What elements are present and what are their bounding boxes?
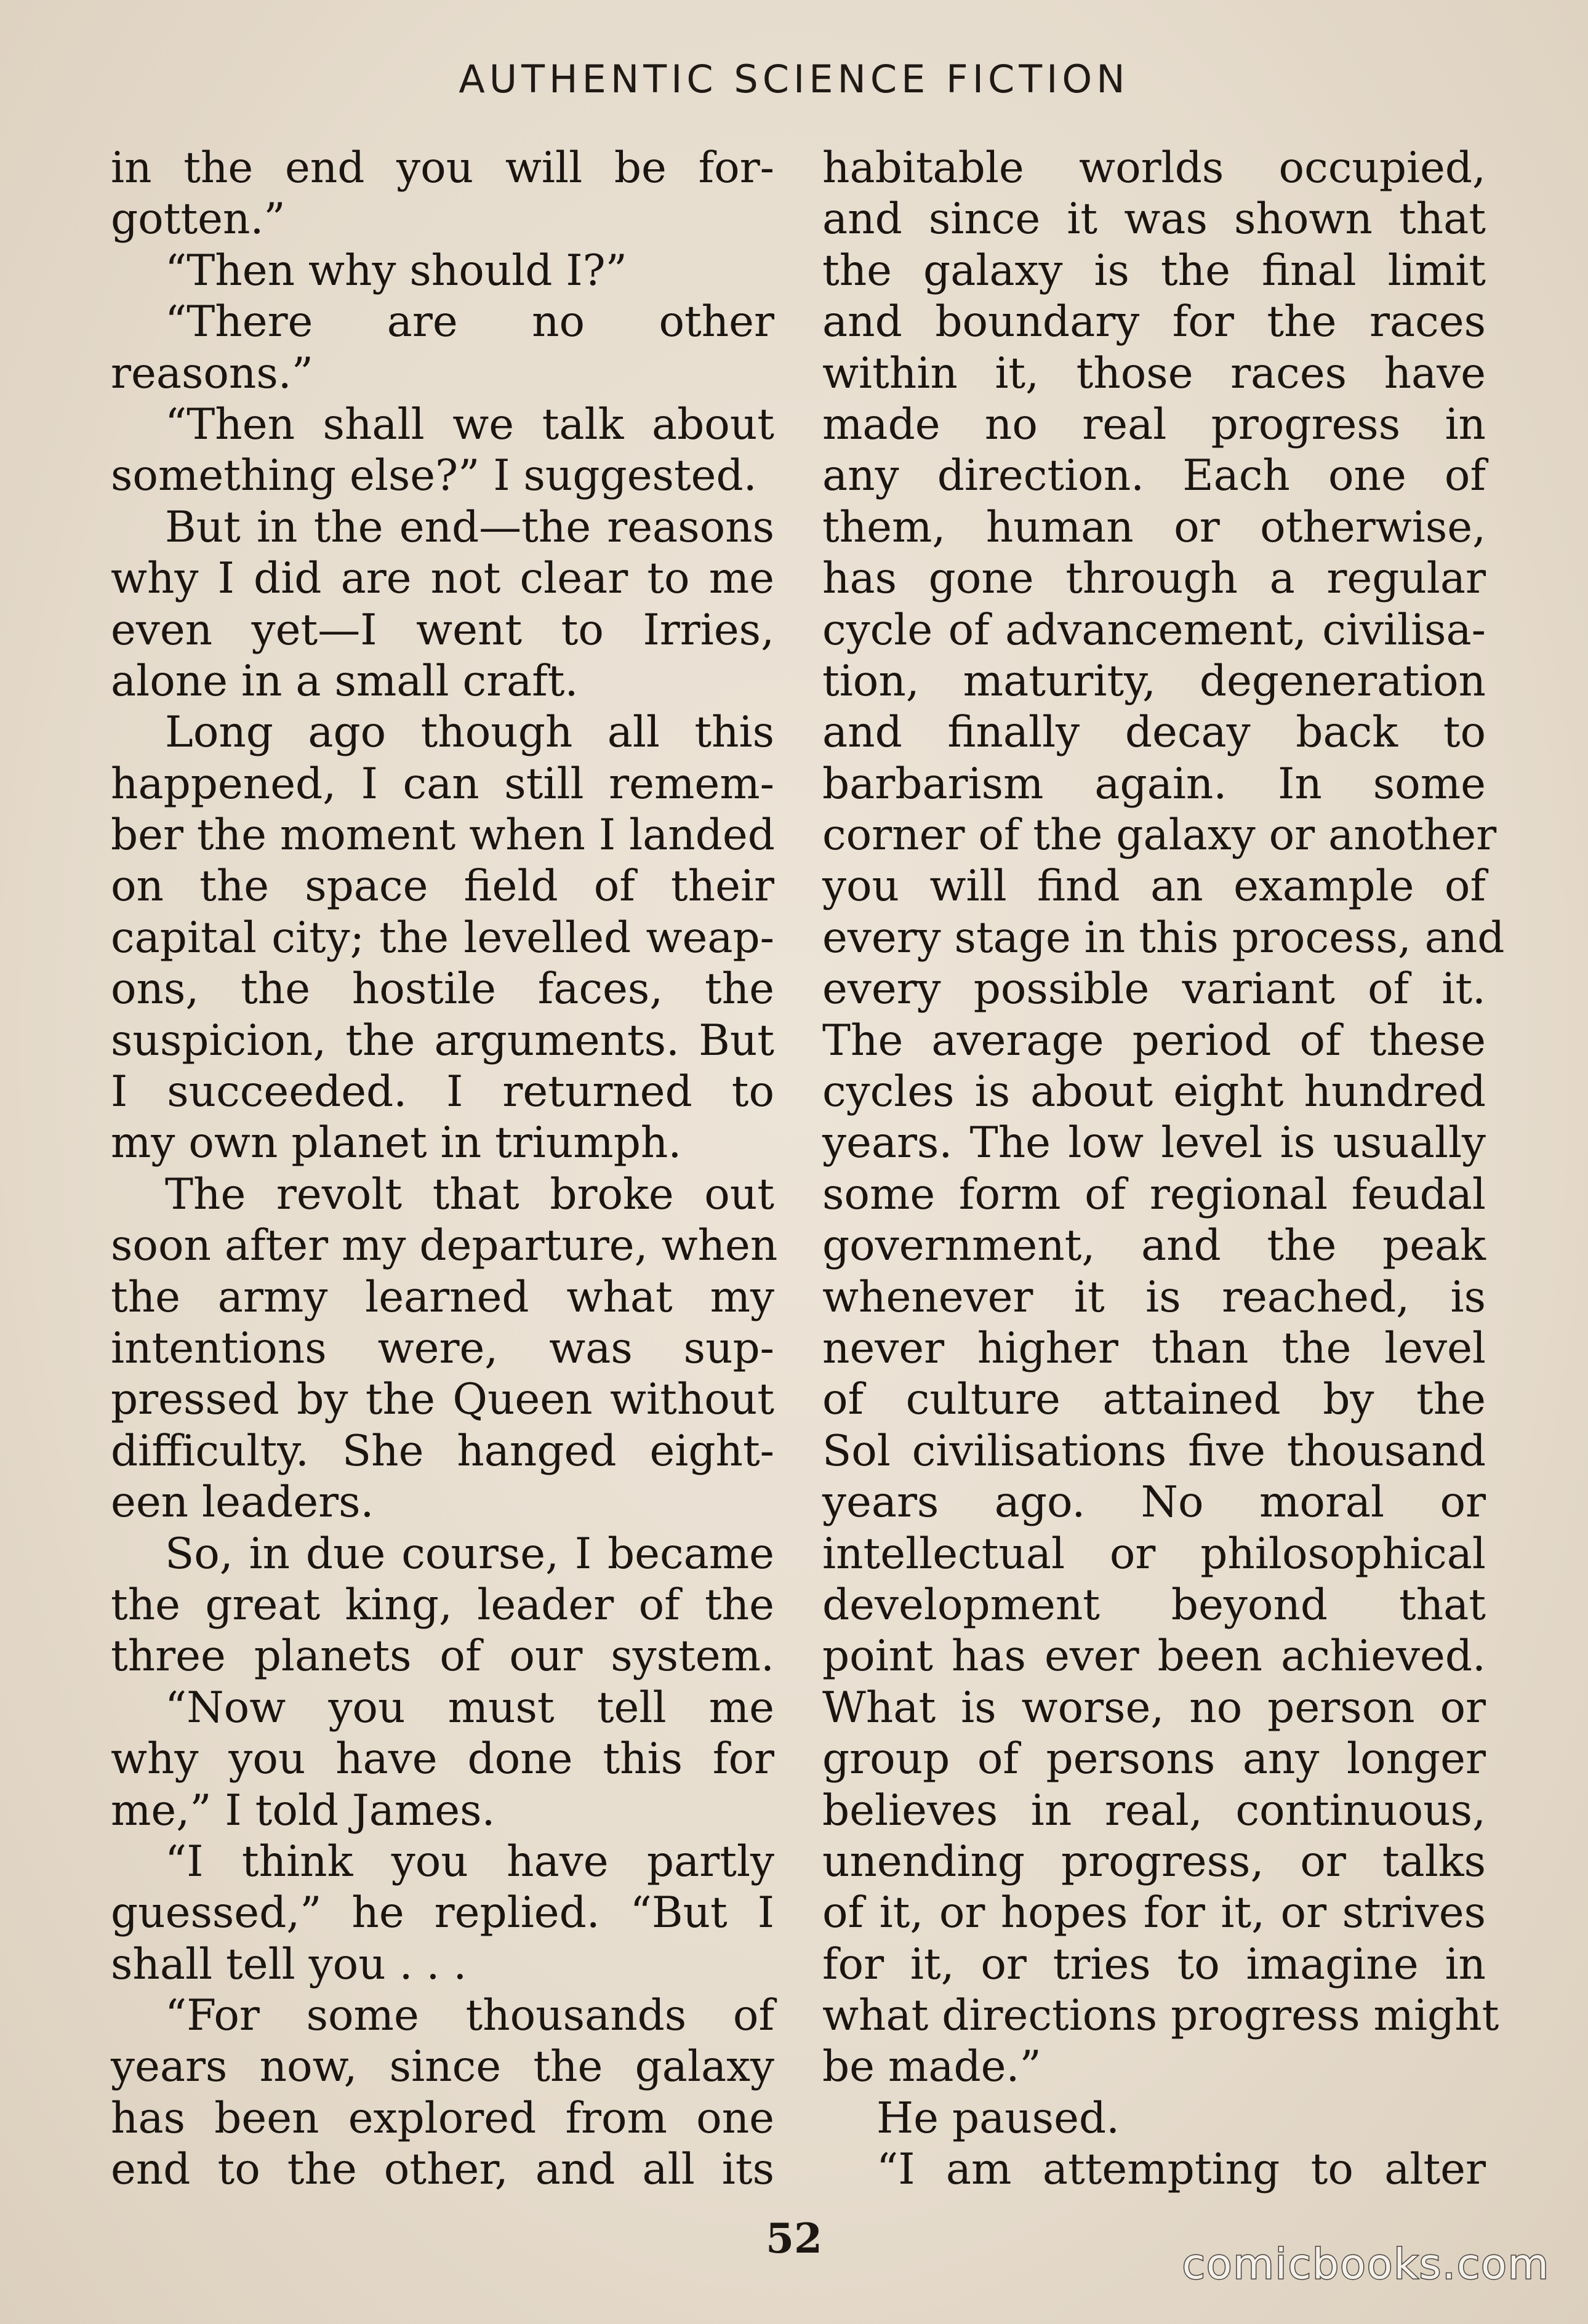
- text-line: in the end you will be for-: [111, 143, 774, 193]
- text-line: corner of the galaxy or another: [822, 811, 1497, 860]
- text-line: on the space field of their: [111, 862, 774, 912]
- text-line: But in the end—the reasons: [165, 502, 774, 552]
- text-line: Long ago though all this: [165, 708, 774, 758]
- text-line: of it, or hopes for it, or strives: [822, 1888, 1486, 1938]
- text-line: een leaders.: [111, 1478, 374, 1528]
- text-line: tion, maturity, degeneration: [822, 656, 1486, 706]
- text-line: point has ever been achieved.: [822, 1632, 1486, 1681]
- text-line: development beyond that: [822, 1580, 1486, 1630]
- text-line: you will find an example of: [822, 862, 1486, 912]
- text-line: three planets of our system.: [111, 1632, 774, 1681]
- text-line: me,” I told James.: [111, 1785, 495, 1835]
- text-line: unending progress, or talks: [822, 1837, 1486, 1886]
- text-line: made no real progress in: [822, 399, 1486, 449]
- text-line: “Then shall we talk about: [165, 399, 774, 449]
- text-line: “For some thousands of: [165, 1991, 774, 2041]
- text-line: soon after my departure, when: [111, 1221, 778, 1271]
- text-line: cycles is about eight hundred: [822, 1067, 1486, 1117]
- text-line: The average period of these: [822, 1016, 1486, 1065]
- text-line: the great king, leader of the: [111, 1580, 774, 1630]
- text-line: I succeeded. I returned to: [111, 1067, 774, 1117]
- watermark: comicbooks.com: [1182, 2240, 1550, 2289]
- text-line: believes in real, continuous,: [822, 1785, 1486, 1835]
- page-number: 52: [766, 2214, 822, 2262]
- text-line: every stage in this process, and: [822, 913, 1505, 963]
- text-line: even yet—I went to Irries,: [111, 605, 774, 655]
- text-line: “I am attempting to alter: [876, 2145, 1486, 2195]
- text-column-left: [111, 143, 778, 2196]
- text-line: gotten.”: [111, 194, 286, 244]
- text-line: something else?” I suggested.: [111, 451, 757, 501]
- text-line: of culture attained by the: [822, 1375, 1486, 1425]
- text-line: and finally decay back to: [822, 708, 1486, 758]
- text-line: never higher than the level: [822, 1323, 1486, 1373]
- text-line: habitable worlds occupied,: [822, 143, 1486, 193]
- text-line: ons, the hostile faces, the: [111, 964, 774, 1014]
- text-line: them, human or otherwise,: [822, 502, 1486, 552]
- text-line: for it, or tries to imagine in: [822, 1939, 1486, 1989]
- text-line: guessed,” he replied. “But I: [111, 1888, 774, 1938]
- text-line: years. The low level is usually: [822, 1118, 1486, 1168]
- text-line: years ago. No moral or: [822, 1478, 1486, 1528]
- text-line: ber the moment when I landed: [111, 811, 775, 860]
- text-line: difficulty. She hanged eight-: [111, 1426, 774, 1476]
- text-line: any direction. Each one of: [822, 451, 1486, 501]
- text-line: reasons.”: [111, 348, 313, 398]
- text-line: every possible variant of it.: [822, 964, 1486, 1014]
- text-line: intellectual or philosophical: [822, 1529, 1486, 1579]
- text-line: intentions were, was sup-: [111, 1323, 774, 1373]
- text-line: “Then why should I?”: [165, 246, 627, 295]
- text-line: barbarism again. In some: [822, 759, 1486, 809]
- text-line: group of persons any longer: [822, 1734, 1486, 1784]
- text-line: and boundary for the races: [822, 297, 1486, 347]
- text-line: What is worse, no person or: [822, 1683, 1486, 1733]
- text-line: be made.”: [822, 2042, 1041, 2092]
- text-line: He paused.: [876, 2093, 1120, 2143]
- text-line: “I think you have partly: [165, 1837, 774, 1886]
- text-line: capital city; the levelled weap-: [111, 913, 774, 963]
- text-line: happened, I can still remem-: [111, 759, 774, 809]
- text-line: and since it was shown that: [822, 194, 1486, 244]
- text-line: whenever it is reached, is: [822, 1272, 1486, 1322]
- text-line: has gone through a regular: [822, 554, 1486, 604]
- text-line: The revolt that broke out: [165, 1169, 774, 1219]
- text-line: my own planet in triumph.: [111, 1118, 682, 1168]
- text-line: pressed by the Queen without: [111, 1375, 774, 1425]
- text-line: the army learned what my: [111, 1272, 774, 1322]
- text-line: why I did are not clear to me: [111, 554, 774, 604]
- text-line: suspicion, the arguments. But: [111, 1016, 774, 1065]
- text-line: why you have done this for: [111, 1734, 774, 1784]
- text-line: cycle of advancement, civilisa-: [822, 605, 1486, 655]
- text-line: what directions progress might: [822, 1991, 1499, 2041]
- text-line: shall tell you . . .: [111, 1939, 467, 1989]
- text-line: So, in due course, I became: [165, 1529, 774, 1579]
- text-line: government, and the peak: [822, 1221, 1486, 1271]
- text-line: within it, those races have: [822, 348, 1486, 398]
- text-line: end to the other, and all its: [111, 2145, 774, 2195]
- running-head: AUTHENTIC SCIENCE FICTION: [459, 57, 1129, 102]
- text-line: “There are no other: [165, 297, 774, 347]
- text-line: years now, since the galaxy: [111, 2042, 774, 2092]
- text-line: “Now you must tell me: [165, 1683, 774, 1733]
- text-line: the galaxy is the final limit: [822, 246, 1486, 295]
- text-line: Sol civilisations five thousand: [822, 1426, 1486, 1476]
- text-line: some form of regional feudal: [822, 1169, 1486, 1219]
- text-line: alone in a small craft.: [111, 656, 579, 706]
- text-line: has been explored from one: [111, 2093, 774, 2143]
- text-column-right: [822, 143, 1505, 2196]
